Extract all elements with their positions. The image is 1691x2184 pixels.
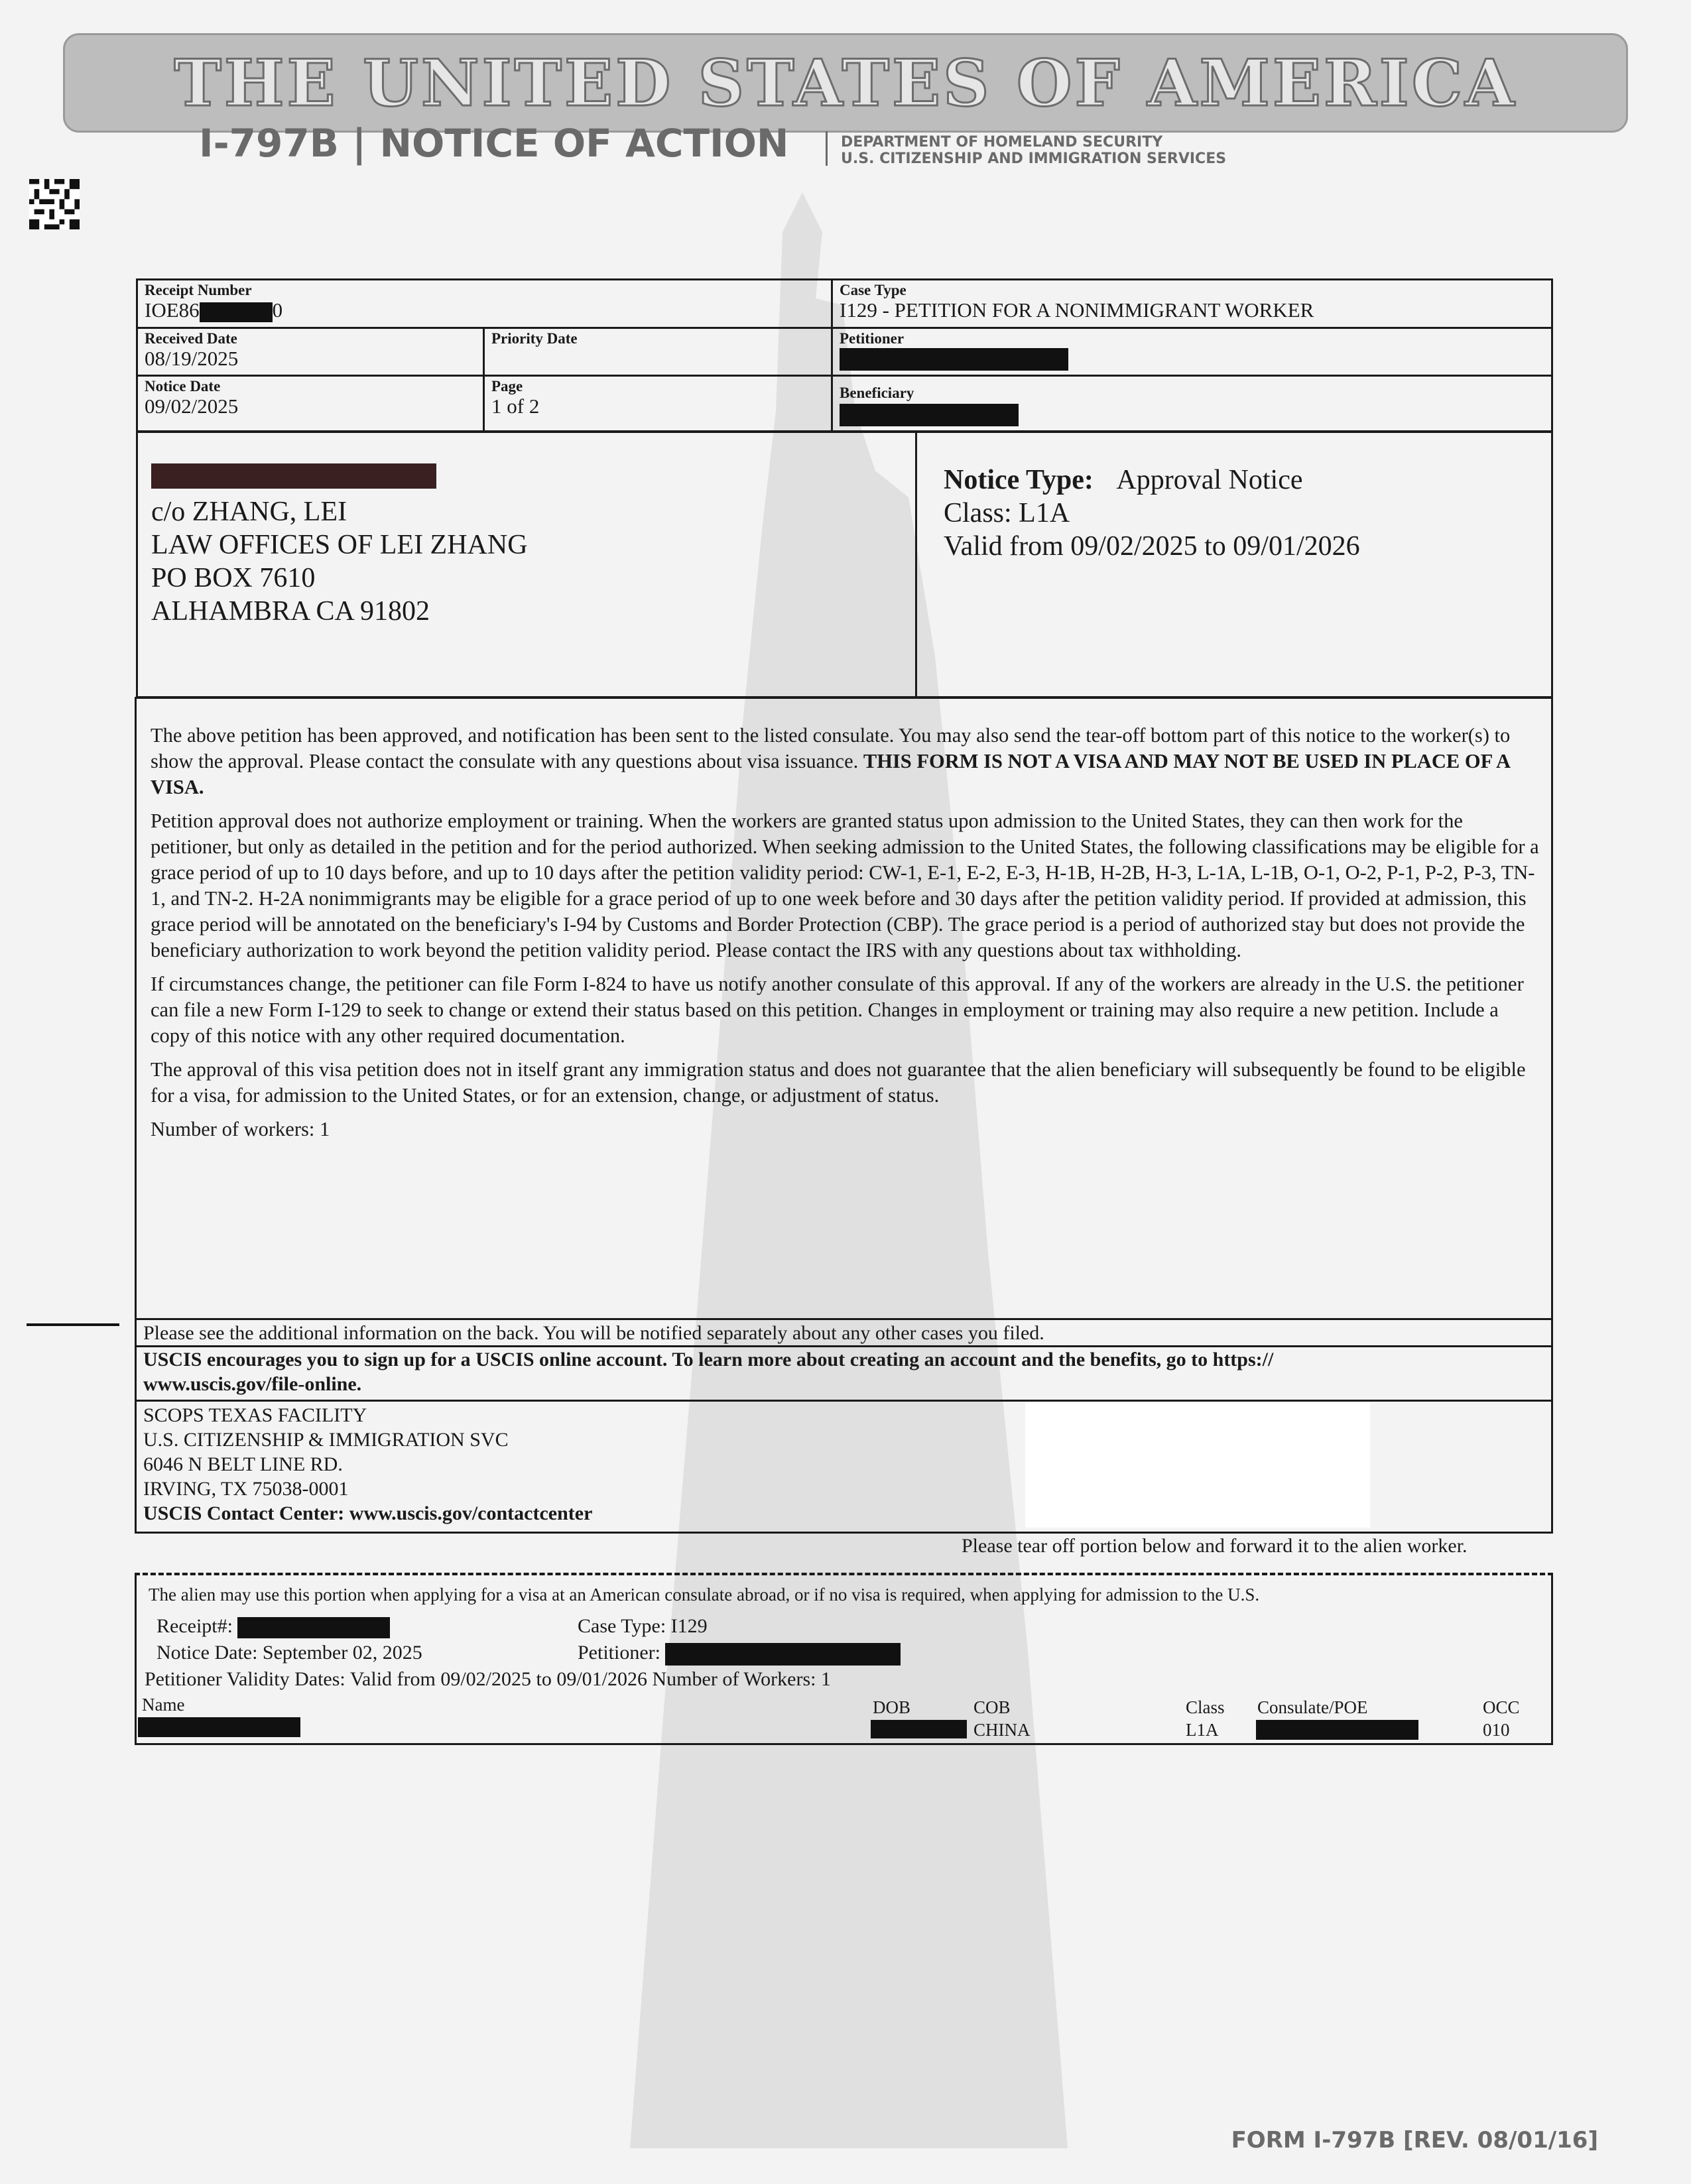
- address-line: PO BOX 7610: [151, 563, 316, 593]
- tear-off-validity: Petitioner Validity Dates: Valid from 09/02/2025 to 09/01/2026 Number of Workers: 1: [145, 1668, 831, 1690]
- facility-box: [135, 1400, 1553, 1534]
- notice-date-value: 09/02/2025: [145, 394, 239, 418]
- mailing-address: [151, 463, 528, 628]
- header-banner: [63, 33, 1628, 133]
- petitioner-label: Petitioner:: [578, 1642, 660, 1664]
- paragraph-circumstances: If circumstances change, the petitioner can file Form I-824 to have us notify another consulate of this approval. If any of the workers are already in the U.S. the petitioner can file a new Form I-129 to seek to change or extend their status based on this petition. Changes in employment or training may also require a new petition. Include a copy of this notice with any other required documentation.: [151, 973, 1524, 1047]
- additional-info-text: Please see the additional information on the back. You will be notified separately about any other cases you filed.: [143, 1322, 1044, 1344]
- priority-date-label: Priority Date: [491, 330, 578, 347]
- online-account-row: [135, 1345, 1553, 1402]
- redaction-bar: [665, 1643, 901, 1666]
- redaction-bar: [871, 1720, 967, 1738]
- fold-mark: [27, 1323, 119, 1326]
- notice-type-value: Approval Notice: [1116, 465, 1303, 495]
- beneficiary-cell: [833, 377, 1549, 430]
- page-cell: [485, 377, 830, 430]
- redaction-bar: [840, 404, 1019, 426]
- address-notice-box: [136, 431, 1553, 698]
- tear-off-intro: The alien may use this portion when applying for a visa at an American consulate abroad, or if no visa is required, when applying for admission to the U.S.: [149, 1585, 1260, 1605]
- form-title: I-797B | NOTICE OF ACTION: [199, 121, 789, 166]
- header-divider: [826, 131, 828, 166]
- department-line: DEPARTMENT OF HOMELAND SECURITY: [841, 134, 1163, 151]
- form-number: FORM I-797B [REV. 08/01/16]: [1231, 2127, 1598, 2154]
- received-date-value: 08/19/2025: [145, 347, 239, 370]
- facility-line: IRVING, TX 75038-0001: [143, 1478, 349, 1500]
- tear-off-receipt: [157, 1614, 390, 1638]
- name-label: Name: [142, 1695, 185, 1715]
- consulate-label: Consulate/POE: [1257, 1697, 1368, 1717]
- priority-date-cell: [485, 329, 830, 375]
- notice-body: [135, 697, 1553, 1320]
- cob-label: COB: [973, 1697, 1011, 1717]
- tear-off-notice-date: Notice Date: September 02, 2025: [157, 1642, 422, 1664]
- tear-off-case-type: Case Type: I129: [578, 1615, 708, 1637]
- notice-type-row: [944, 463, 1360, 497]
- notice-type-block: [944, 463, 1360, 563]
- redaction-bar: [200, 302, 273, 322]
- online-account-link[interactable]: www.uscis.gov/file-online.: [143, 1373, 362, 1395]
- class-label: Class: [1186, 1697, 1225, 1717]
- case-info-table: [136, 278, 1553, 432]
- received-date-cell: [138, 329, 483, 375]
- validity-line: Valid from 09/02/2025 to 09/01/2026: [944, 531, 1360, 562]
- tear-off-instruction: Please tear off portion below and forward it to the alien worker.: [962, 1535, 1468, 1557]
- receipt-number-value: [145, 298, 824, 322]
- facility-line: U.S. CITIZENSHIP & IMMIGRATION SVC: [143, 1429, 509, 1451]
- occ-label: OCC: [1483, 1697, 1520, 1717]
- redaction-bar: [1256, 1720, 1418, 1740]
- qr-code-icon: [29, 179, 80, 229]
- cob-value: CHINA: [973, 1720, 1031, 1740]
- paragraph-approval: [151, 723, 1539, 800]
- occ-value: 010: [1483, 1720, 1510, 1740]
- notice-date-cell: [138, 377, 483, 430]
- redaction-bar: [840, 348, 1068, 371]
- received-date-label: Received Date: [145, 330, 237, 347]
- petitioner-cell: [833, 329, 1549, 375]
- redaction-bar: [237, 1617, 390, 1638]
- number-of-workers: Number of workers: 1: [151, 1118, 330, 1140]
- case-type-label: Case Type: [840, 282, 907, 298]
- redaction-bar: [138, 1717, 300, 1737]
- class-line: Class: L1A: [944, 498, 1070, 528]
- receipt-suffix: 0: [272, 298, 283, 322]
- redaction-bar: [151, 463, 436, 489]
- case-type-cell: [833, 280, 1549, 327]
- case-type-value: I129 - PETITION FOR A NONIMMIGRANT WORKER: [840, 298, 1314, 322]
- contact-center: USCIS Contact Center: www.uscis.gov/contactcenter: [143, 1502, 593, 1524]
- notice-date-label: Notice Date: [145, 378, 221, 394]
- address-line: ALHAMBRA CA 91802: [151, 596, 430, 627]
- paragraph-employment: Petition approval does not authorize employment or training. When the workers are granted status upon admission to the United States, they can then work for the petitioner, but only as detailed in the petition and for the period authorized. When seeking admission to the United States, the following classifications may be eligible for a grace period of up to 10 days before, and up to 10 days after the petition validity period: CW-1, E-1, E-2, E-3, H-1B, H-2B, H-3, L-1A, L-1B, O-1, O-2, P-1, P-2, P-3, TN-1, and TN-2. H-2A nonimmigrants may be eligible for a grace period of up to one week before and 30 days after the petition validity period. If provided at admission, this grace period will be annotated on the beneficiary's I-94 by Customs and Border Protection (CBP). The grace period is a period of authorized stay but does not provide the beneficiary authorization to work beyond the petition validity period. Please contact the IRS with any questions about tax withholding.: [151, 810, 1539, 961]
- address-line: c/o ZHANG, LEI: [151, 497, 347, 527]
- online-account-text: USCIS encourages you to sign up for a USCIS online account. To learn more about creating an account and the benefits, go to https://: [143, 1349, 1274, 1370]
- class-value: L1A: [1186, 1720, 1219, 1740]
- whited-out-area: [1025, 1402, 1370, 1528]
- beneficiary-label: Beneficiary: [840, 385, 914, 401]
- receipt-number-cell: [138, 280, 831, 327]
- notice-type-label: Notice Type:: [944, 465, 1094, 495]
- agency-line: U.S. CITIZENSHIP AND IMMIGRATION SERVICES: [841, 151, 1227, 167]
- not-a-visa-warning: THIS FORM IS NOT A VISA AND MAY NOT BE USED IN PLACE OF A VISA.: [151, 750, 1510, 798]
- banner-title: THE UNITED STATES OF AMERICA: [174, 45, 1517, 121]
- approval-text: The above petition has been approved, and notification has been sent to the listed consulate. You may also send the tear-off bottom part of this notice to the worker(s) to show the approval. Please contact the consulate with any questions about visa issuance.: [151, 724, 1511, 772]
- additional-info-row: [135, 1318, 1553, 1347]
- page-label: Page: [491, 378, 523, 394]
- receipt-prefix: IOE86: [145, 298, 200, 322]
- facility-line: SCOPS TEXAS FACILITY: [143, 1404, 367, 1426]
- receipt-number-label: Receipt Number: [145, 282, 252, 298]
- page-value: 1 of 2: [491, 394, 540, 418]
- paragraph-disclaimer: The approval of this visa petition does not in itself grant any immigration status and does not guarantee that the alien beneficiary will subsequently be found to be eligible for a visa, for admission to the United States, or for an extension, change, or adjustment of status.: [151, 1058, 1526, 1107]
- facility-line: 6046 N BELT LINE RD.: [143, 1453, 343, 1475]
- address-line: LAW OFFICES OF LEI ZHANG: [151, 530, 528, 560]
- petitioner-label: Petitioner: [840, 330, 905, 347]
- department-name: [841, 134, 1226, 167]
- receipt-label: Receipt#:: [157, 1615, 233, 1637]
- tear-off-petitioner: [578, 1640, 901, 1666]
- dob-label: DOB: [873, 1697, 911, 1717]
- tear-off-portion: [135, 1573, 1553, 1745]
